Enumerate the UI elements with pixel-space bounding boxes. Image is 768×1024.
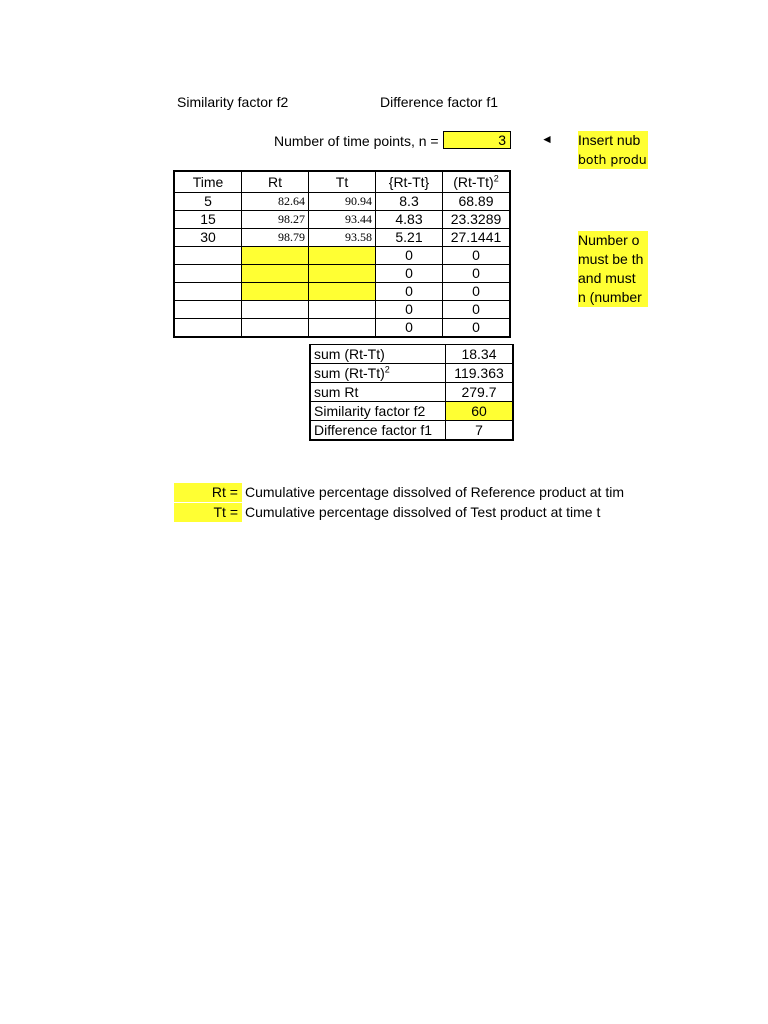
tt-cell[interactable] [309, 283, 376, 301]
instruction-note [578, 131, 648, 169]
time-points-label: Number of time points, n = [274, 133, 439, 149]
time-cell[interactable]: 5 [174, 193, 242, 211]
time-cell[interactable] [174, 265, 242, 283]
diff-cell: 5.21 [376, 229, 443, 247]
summary-row [310, 383, 513, 402]
table-row [174, 247, 510, 265]
f2-label: Similarity factor f2 [310, 402, 446, 421]
diff-cell: 0 [376, 319, 443, 338]
header-squared [443, 171, 511, 193]
rt-cell[interactable] [242, 247, 309, 265]
diff-cell: 8.3 [376, 193, 443, 211]
summary-row [310, 345, 513, 364]
tt-cell[interactable] [309, 301, 376, 319]
rt-cell[interactable] [242, 319, 309, 338]
rt-cell[interactable] [242, 265, 309, 283]
instruction-note-line: both produ [578, 152, 647, 167]
header-time: Time [174, 171, 242, 193]
time-cell[interactable] [174, 283, 242, 301]
sum-rt-label: sum Rt [310, 383, 446, 402]
diff-cell: 0 [376, 301, 443, 319]
sum-rt-value: 279.7 [446, 383, 514, 402]
sum-squared-exponent: 2 [384, 364, 390, 375]
table-row [174, 301, 510, 319]
table-row [174, 193, 510, 211]
f1-value: 7 [446, 421, 514, 441]
legend-tt-text: Cumulative percentage dissolved of Test product at time t [245, 504, 601, 520]
tt-cell[interactable]: 93.58 [309, 229, 376, 247]
time-cell[interactable]: 30 [174, 229, 242, 247]
table-row [174, 265, 510, 283]
legend-rt-key: Rt = [174, 483, 242, 502]
squared-cell: 0 [443, 301, 511, 319]
time-points-note-line: Number o [578, 232, 640, 248]
header-tt: Tt [309, 171, 376, 193]
similarity-factor-heading: Similarity factor f2 [177, 94, 289, 110]
f1-label: Difference factor f1 [310, 421, 446, 441]
squared-cell: 23.3289 [443, 211, 511, 229]
time-points-note-line: and must [578, 270, 636, 286]
difference-factor-heading: Difference factor f1 [380, 94, 499, 110]
tt-cell[interactable] [309, 247, 376, 265]
header-diff: {Rt-Tt} [376, 171, 443, 193]
diff-cell: 0 [376, 247, 443, 265]
header-squared-exponent: 2 [493, 172, 499, 183]
tt-cell[interactable] [309, 319, 376, 338]
time-cell[interactable] [174, 319, 242, 338]
tt-cell[interactable] [309, 265, 376, 283]
squared-cell: 0 [443, 265, 511, 283]
f2-value: 60 [446, 402, 514, 421]
time-points-note [578, 231, 648, 307]
squared-cell: 0 [443, 247, 511, 265]
diff-cell: 0 [376, 265, 443, 283]
time-points-note-line: n (number [578, 289, 642, 305]
table-row [174, 229, 510, 247]
squared-cell: 0 [443, 283, 511, 301]
sum-diff-value: 18.34 [446, 345, 514, 364]
rt-cell[interactable]: 82.64 [242, 193, 309, 211]
rt-cell[interactable]: 98.27 [242, 211, 309, 229]
header-squared-label: (Rt-Tt) [453, 173, 494, 190]
instruction-note-line: Insert nub [578, 132, 641, 148]
sum-squared-label [310, 364, 446, 383]
dissolution-table [173, 170, 511, 338]
time-cell[interactable] [174, 301, 242, 319]
diff-cell: 4.83 [376, 211, 443, 229]
time-points-note-line: must be th [578, 251, 644, 267]
sum-squared-label-text: sum (Rt-Tt) [314, 365, 385, 381]
sum-diff-label: sum (Rt-Tt) [310, 345, 446, 364]
sum-squared-value: 119.363 [446, 364, 514, 383]
tt-cell[interactable]: 93.44 [309, 211, 376, 229]
summary-row [310, 402, 513, 421]
rt-cell[interactable] [242, 283, 309, 301]
time-cell[interactable] [174, 247, 242, 265]
table-header-row [174, 171, 510, 193]
summary-table [309, 344, 514, 441]
legend-tt-key: Tt = [174, 503, 242, 522]
squared-cell: 68.89 [443, 193, 511, 211]
tt-cell[interactable]: 90.94 [309, 193, 376, 211]
header-rt: Rt [242, 171, 309, 193]
time-points-input[interactable]: 3 [443, 131, 511, 149]
summary-row [310, 421, 513, 441]
squared-cell: 27.1441 [443, 229, 511, 247]
diff-cell: 0 [376, 283, 443, 301]
time-cell[interactable]: 15 [174, 211, 242, 229]
rt-cell[interactable] [242, 301, 309, 319]
rt-cell[interactable]: 98.79 [242, 229, 309, 247]
legend-rt-text: Cumulative percentage dissolved of Reference product at tim [245, 484, 624, 500]
table-row [174, 211, 510, 229]
table-row [174, 319, 510, 338]
table-row [174, 283, 510, 301]
squared-cell: 0 [443, 319, 511, 338]
summary-row [310, 364, 513, 383]
pointer-arrow-icon: ◄ [541, 132, 553, 146]
